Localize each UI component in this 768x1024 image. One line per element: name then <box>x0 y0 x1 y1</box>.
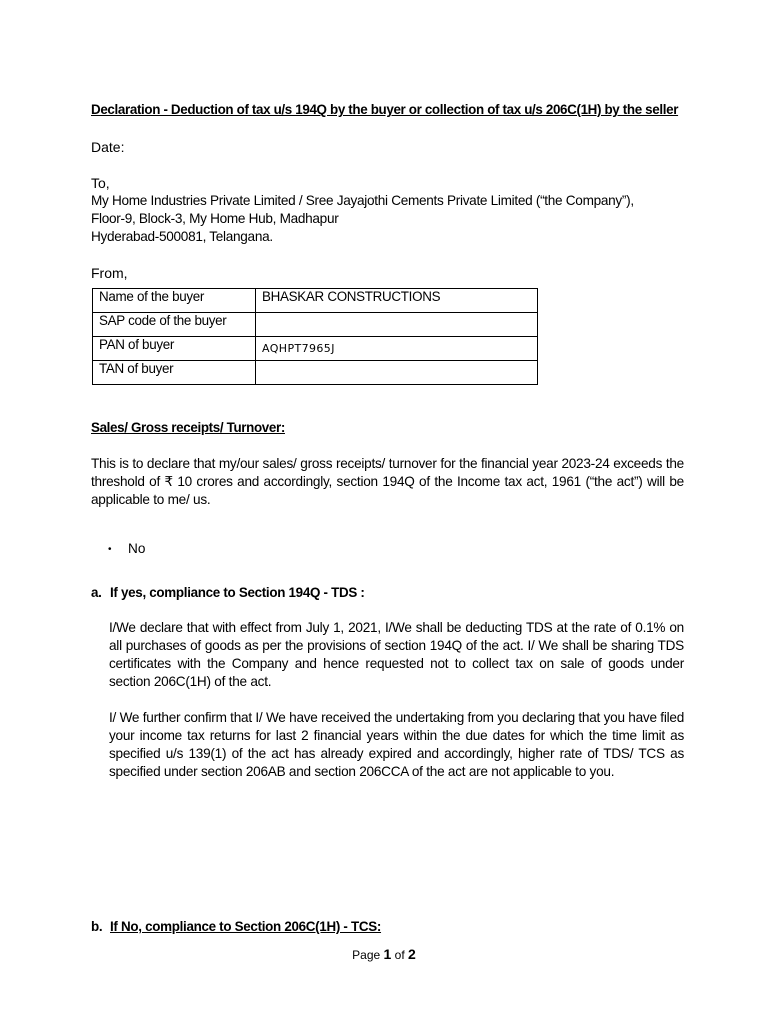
address-line: My Home Industries Private Limited / Sree Jayajothi Cements Private Limited (“the Company”), <box>91 193 634 208</box>
table-row <box>93 337 538 361</box>
section-a-paragraph-1: I/We declare that with effect from July 1, 2021, I/We shall be deducting TDS at the rate of 0.1% on all purchases of goods as per the provisions of section 194Q of the act. I/ We shall be sharing TDS certificates with the Company and hence requested not to collect tax on sale of goods under section 206C(1H) of the act. <box>109 620 684 689</box>
page-word: Page <box>352 948 381 962</box>
bullet-icon: • <box>108 544 112 555</box>
section-b-heading <box>91 919 381 934</box>
sales-paragraph: This is to declare that my/our sales/ gross receipts/ turnover for the financial year 2023-24 exceeds the threshold of ₹ 10 crores and accordingly, section 194Q of the Income tax act, 1961 (“the act”) will be applicable to me/ us. <box>91 456 684 507</box>
address-line: Floor-9, Block-3, My Home Hub, Madhapur <box>91 211 339 226</box>
total-pages: 2 <box>408 946 416 962</box>
from-label: From, <box>91 265 128 281</box>
of-word: of <box>394 948 405 962</box>
recipient-address <box>91 192 634 246</box>
buyer-details-table <box>92 288 538 385</box>
table-cell-label: SAP code of the buyer <box>93 313 256 337</box>
to-label: To, <box>91 175 110 191</box>
table-cell-label: TAN of buyer <box>93 361 256 385</box>
date-label: Date: <box>91 139 125 155</box>
table-row <box>93 361 538 385</box>
sales-heading: Sales/ Gross receipts/ Turnover: <box>91 420 285 435</box>
section-a-title: If yes, compliance to Section 194Q - TDS : <box>110 585 365 600</box>
bullet-answer: No <box>128 541 146 556</box>
table-cell-value: BHASKAR CONSTRUCTIONS <box>256 289 538 313</box>
table-cell-value <box>256 313 538 337</box>
table-cell-value <box>256 361 538 385</box>
section-a-heading <box>91 585 365 600</box>
document-title: Declaration - Deduction of tax u/s 194Q by the buyer or collection of tax u/s 206C(1H) by the seller <box>91 102 679 117</box>
table-cell-label: PAN of buyer <box>93 337 256 361</box>
page-number-footer <box>0 946 768 962</box>
table-row <box>93 313 538 337</box>
section-b-title: If No, compliance to Section 206C(1H) - TCS: <box>110 919 382 934</box>
section-b-label: b. <box>91 919 103 934</box>
address-line: Hyderabad-500081, Telangana. <box>91 229 273 244</box>
current-page: 1 <box>383 946 392 962</box>
pan-value: AQHPT7965J <box>262 342 335 355</box>
table-row <box>93 289 538 313</box>
table-cell-value <box>256 337 538 361</box>
section-a-paragraph-2: I/ We further confirm that I/ We have received the undertaking from you declaring that you have filed your income tax returns for last 2 financial years within the due dates for which the time limit as specified u/s 139(1) of the act has already expired and accordingly, higher rate of TDS/ TCS as specified under section 206AB and section 206CCA of the act are not applicable to you. <box>109 710 684 779</box>
bullet-item <box>108 540 145 560</box>
table-cell-label: Name of the buyer <box>93 289 256 313</box>
section-a-label: a. <box>91 585 102 600</box>
